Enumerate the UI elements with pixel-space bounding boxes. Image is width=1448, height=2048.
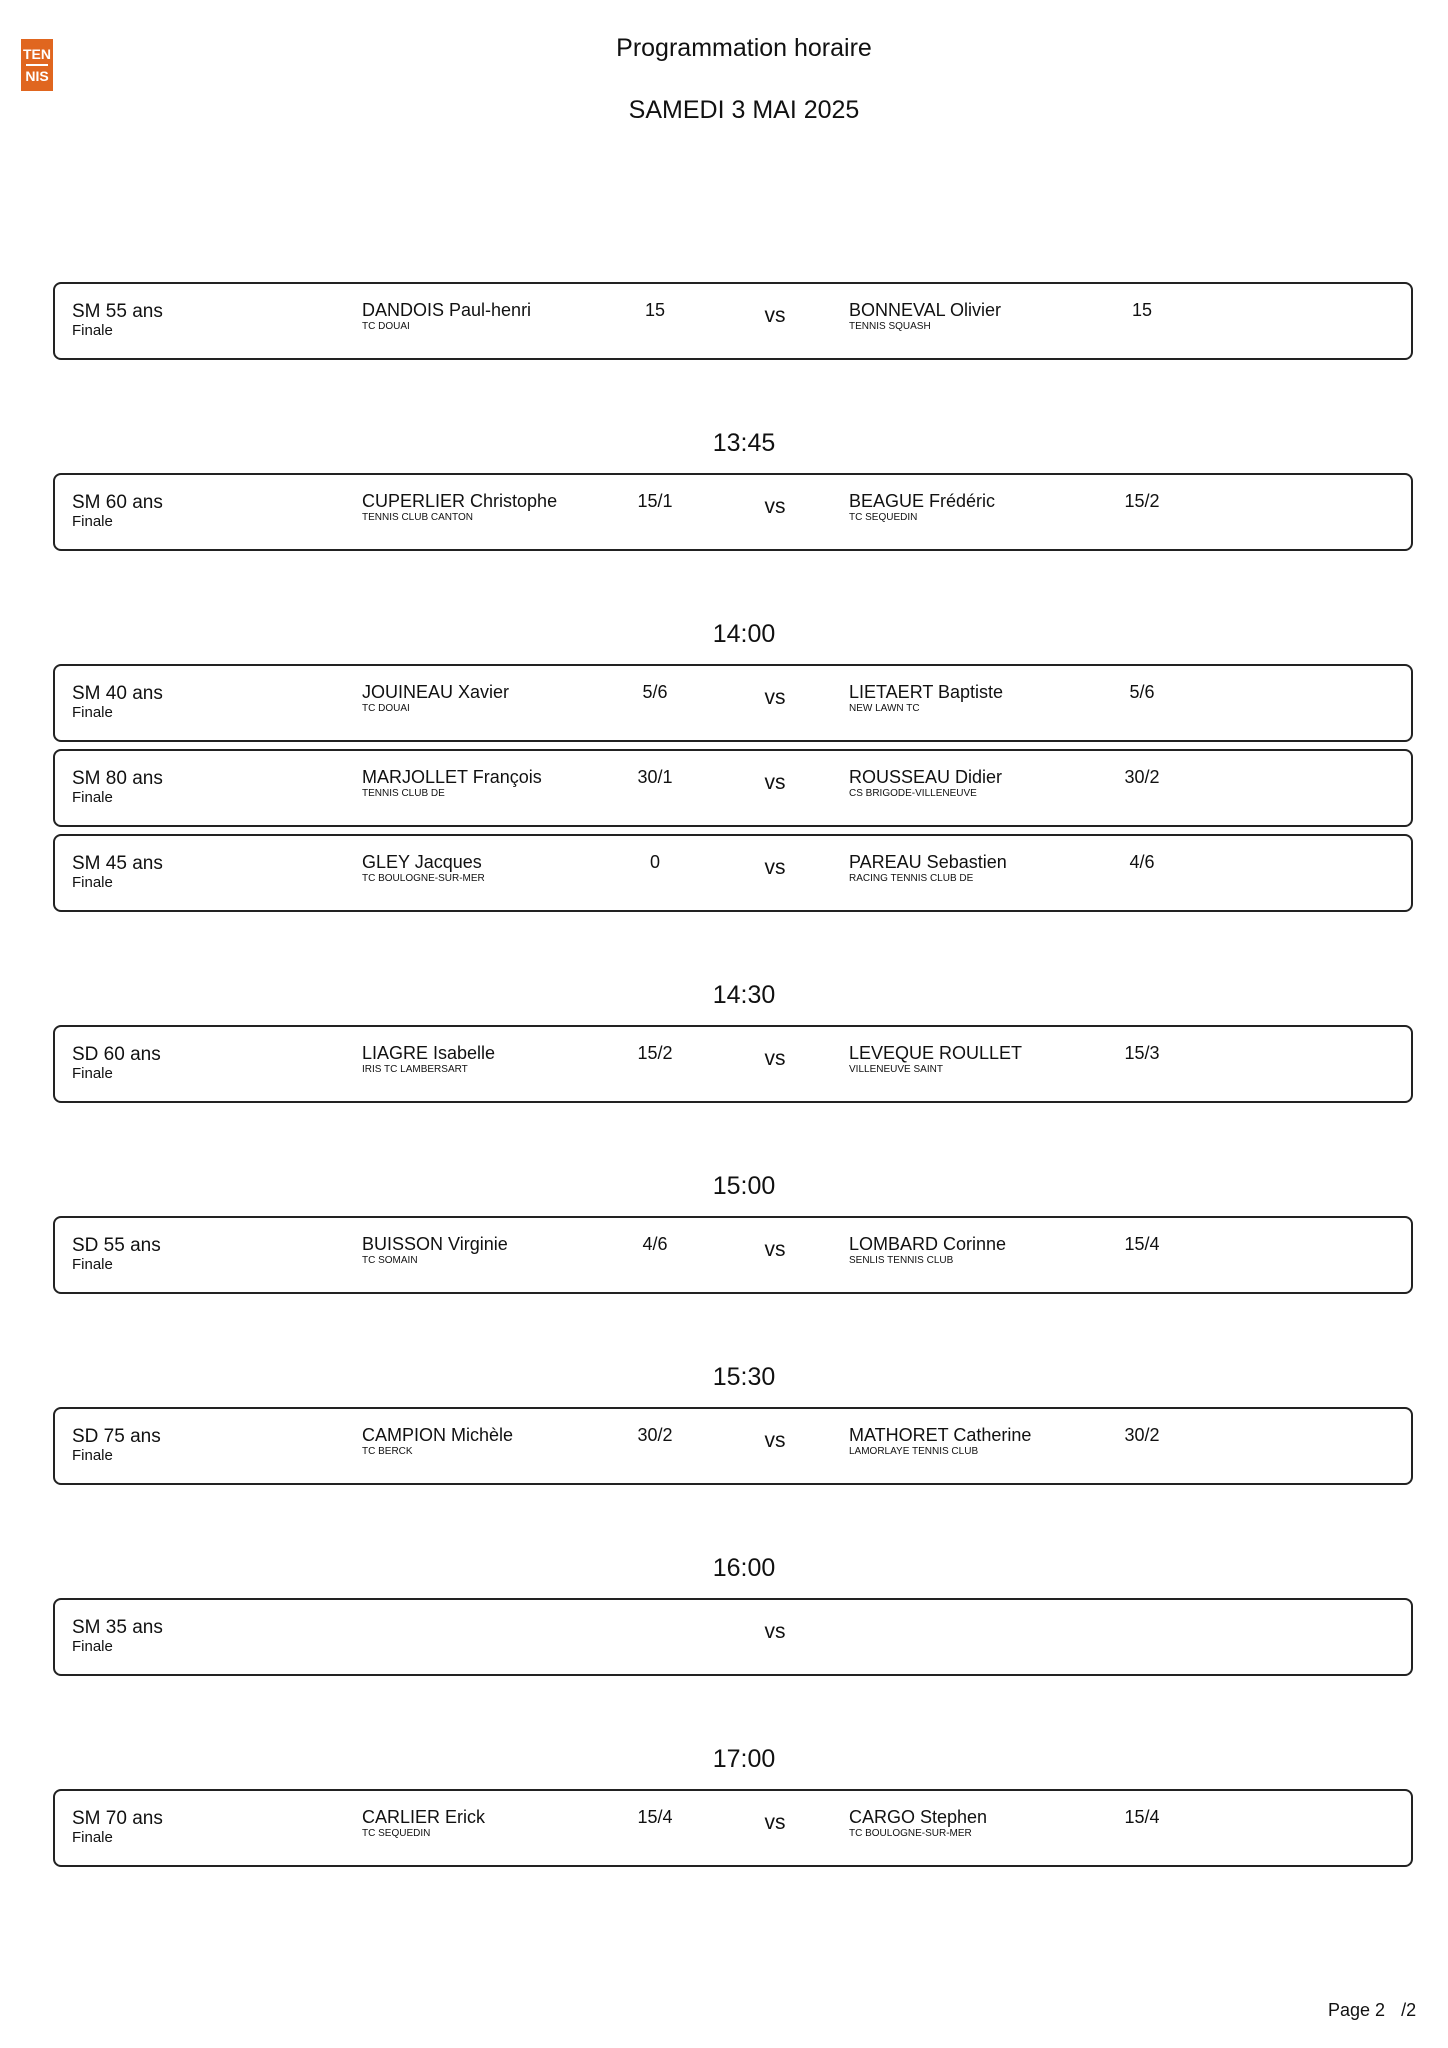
versus-label: vs [764, 771, 786, 794]
time-slot: 14:30 [712, 981, 776, 1009]
time-slot: 14:00 [712, 620, 776, 648]
player1-club: TENNIS CLUB DE [362, 788, 445, 799]
match-round: Finale [72, 789, 113, 806]
match-category: SM 70 ans [72, 1808, 163, 1829]
player2-rank: 15/4 [1124, 1807, 1160, 1827]
time-slot: 13:45 [712, 429, 776, 457]
player1-rank: 15/2 [637, 1043, 673, 1063]
player2-club: LAMORLAYE TENNIS CLUB [849, 1446, 979, 1457]
player2-name: LIETAERT Baptiste [849, 682, 1004, 702]
player2-rank: 15/3 [1124, 1043, 1160, 1063]
match-card [53, 1598, 1413, 1676]
player2-club: RACING TENNIS CLUB DE [849, 873, 974, 884]
match-card [53, 1025, 1413, 1103]
match-category: SM 55 ans [72, 301, 163, 322]
page-title: Programmation horaire [616, 34, 872, 62]
match-round: Finale [72, 1447, 113, 1464]
player1-name: LIAGRE Isabelle [362, 1043, 496, 1063]
match-round: Finale [72, 322, 113, 339]
versus-label: vs [764, 686, 786, 709]
player2-rank: 15/2 [1124, 491, 1160, 511]
player2-rank: 30/2 [1124, 767, 1160, 787]
match-round: Finale [72, 1829, 113, 1846]
player1-club: TC BOULOGNE-SUR-MER [362, 873, 485, 884]
player1-club: TC SOMAIN [362, 1255, 418, 1266]
match-card [53, 1407, 1413, 1485]
match-card [53, 1216, 1413, 1294]
player2-club: TC SEQUEDIN [849, 512, 918, 523]
match-category: SM 60 ans [72, 492, 163, 513]
player1-rank: 15/4 [637, 1807, 673, 1827]
player2-rank: 15/4 [1124, 1234, 1160, 1254]
logo-text-top: TEN [23, 46, 51, 62]
match-category: SD 75 ans [72, 1426, 161, 1447]
match-category: SD 60 ans [72, 1044, 161, 1065]
player1-rank: 0 [649, 852, 660, 872]
match-card [53, 664, 1413, 742]
page-current: Page 2 [1328, 2000, 1386, 2020]
player1-rank: 5/6 [642, 682, 668, 702]
logo-divider [26, 64, 48, 66]
time-slot: 15:30 [712, 1363, 776, 1391]
player2-rank: 4/6 [1129, 852, 1155, 872]
player2-name: ROUSSEAU Didier [849, 767, 1003, 787]
player2-club: CS BRIGODE-VILLENEUVE [849, 788, 977, 799]
player2-rank: 30/2 [1124, 1425, 1160, 1445]
match-card [53, 473, 1413, 551]
player2-name: BONNEVAL Olivier [849, 300, 1002, 320]
player1-name: CAMPION Michèle [362, 1425, 514, 1445]
player2-rank: 15 [1131, 300, 1153, 320]
player2-rank: 5/6 [1129, 682, 1155, 702]
player1-name: DANDOIS Paul-henri [362, 300, 532, 320]
player1-name: JOUINEAU Xavier [362, 682, 510, 702]
page-number [1328, 2000, 1416, 2021]
player2-name: BEAGUE Frédéric [849, 491, 996, 511]
player1-club: TC DOUAI [362, 703, 410, 714]
match-card [53, 834, 1413, 912]
match-category: SM 35 ans [72, 1617, 163, 1638]
match-round: Finale [72, 874, 113, 891]
versus-label: vs [764, 1429, 786, 1452]
time-slot: 17:00 [712, 1745, 776, 1773]
player1-name: GLEY Jacques [362, 852, 482, 872]
logo-text-bottom: NIS [25, 68, 49, 84]
match-category: SD 55 ans [72, 1235, 161, 1256]
page-total: /2 [1401, 2000, 1417, 2020]
player2-name: PAREAU Sebastien [849, 852, 1007, 872]
match-category: SM 40 ans [72, 683, 163, 704]
match-round: Finale [72, 704, 113, 721]
match-round: Finale [72, 1638, 113, 1655]
versus-label: vs [764, 856, 786, 879]
player1-name: CARLIER Erick [362, 1807, 486, 1827]
player2-name: MATHORET Catherine [849, 1425, 1032, 1445]
page-date: SAMEDI 3 MAI 2025 [628, 96, 860, 124]
player1-club: IRIS TC LAMBERSART [362, 1064, 468, 1075]
player2-name: CARGO Stephen [849, 1807, 988, 1827]
versus-label: vs [764, 1047, 786, 1070]
player2-club: SENLIS TENNIS CLUB [849, 1255, 954, 1266]
player1-club: TC DOUAI [362, 321, 410, 332]
versus-label: vs [764, 1238, 786, 1261]
time-slot: 15:00 [712, 1172, 776, 1200]
match-round: Finale [72, 1065, 113, 1082]
player1-rank: 15 [644, 300, 666, 320]
player1-rank: 30/1 [637, 767, 673, 787]
versus-label: vs [764, 495, 786, 518]
player1-rank: 15/1 [637, 491, 673, 511]
player1-rank: 4/6 [642, 1234, 668, 1254]
player2-name: LOMBARD Corinne [849, 1234, 1007, 1254]
match-category: SM 45 ans [72, 853, 163, 874]
player2-club: NEW LAWN TC [849, 703, 920, 714]
player2-club: VILLENEUVE SAINT [849, 1064, 943, 1075]
player1-name: MARJOLLET François [362, 767, 542, 787]
match-category: SM 80 ans [72, 768, 163, 789]
versus-label: vs [764, 1620, 786, 1643]
player2-name: LEVEQUE ROULLET [849, 1043, 1023, 1063]
player2-club: TC BOULOGNE-SUR-MER [849, 1828, 972, 1839]
versus-label: vs [764, 1811, 786, 1834]
versus-label: vs [764, 304, 786, 327]
match-card [53, 1789, 1413, 1867]
player2-club: TENNIS SQUASH [849, 321, 931, 332]
player1-rank: 30/2 [637, 1425, 673, 1445]
match-round: Finale [72, 513, 113, 530]
player1-club: TC SEQUEDIN [362, 1828, 431, 1839]
time-slot: 16:00 [712, 1554, 776, 1582]
match-round: Finale [72, 1256, 113, 1273]
player1-club: TC BERCK [362, 1446, 413, 1457]
match-card [53, 282, 1413, 360]
match-card [53, 749, 1413, 827]
player1-name: BUISSON Virginie [362, 1234, 508, 1254]
player1-club: TENNIS CLUB CANTON [362, 512, 473, 523]
player1-name: CUPERLIER Christophe [362, 491, 558, 511]
